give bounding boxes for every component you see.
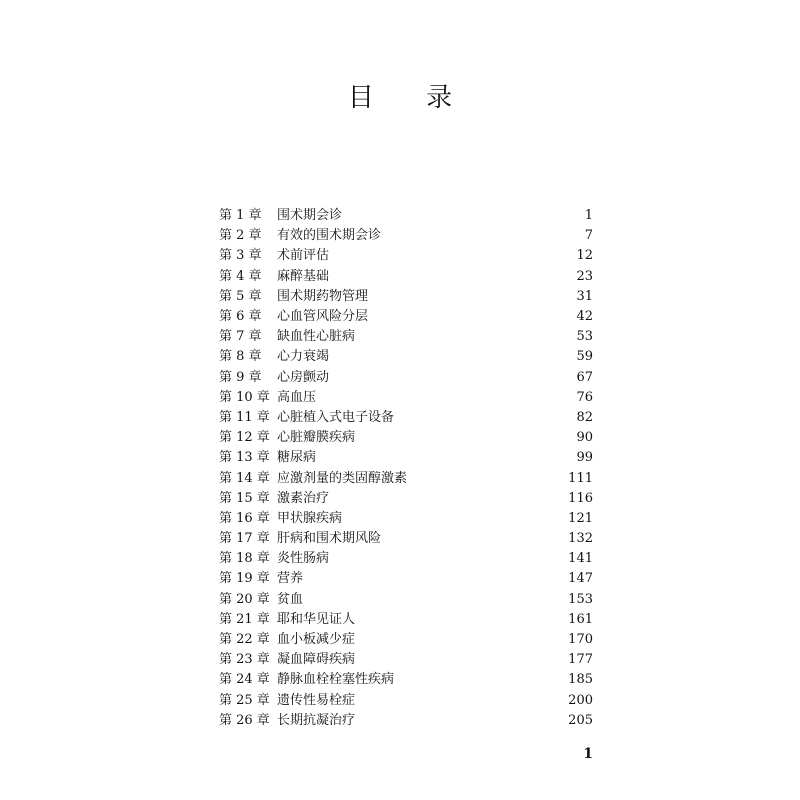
toc-entry[interactable]	[219, 267, 593, 287]
chapter-title: 耶和华见证人	[277, 611, 356, 627]
chapter-page-number: 67	[576, 369, 593, 385]
chapter-number: 第 11 章	[219, 409, 270, 425]
toc-entry[interactable]	[219, 509, 593, 529]
chapter-title: 遗传性易栓症	[277, 692, 356, 708]
chapter-title: 缺血性心脏病	[277, 329, 356, 345]
chapter-title: 高血压	[277, 389, 317, 405]
chapter-number: 第 1 章	[219, 208, 262, 224]
chapter-page-number: 82	[576, 409, 593, 425]
chapter-number: 第 8 章	[219, 349, 262, 365]
chapter-title: 心血管风险分层	[277, 309, 369, 325]
chapter-title: 术前评估	[277, 248, 330, 264]
chapter-page-number: 31	[576, 288, 593, 304]
toc-entry[interactable]	[219, 650, 593, 670]
chapter-title: 凝血障碍疾病	[277, 652, 356, 668]
chapter-page-number: 59	[576, 349, 593, 365]
toc-entry[interactable]	[219, 347, 593, 367]
chapter-page-number: 7	[584, 228, 593, 244]
chapter-title: 糖尿病	[277, 450, 317, 466]
page-title: 目 录	[347, 83, 475, 113]
chapter-number: 第 24 章	[219, 672, 270, 688]
toc-entry[interactable]	[219, 206, 593, 226]
chapter-page-number: 141	[568, 551, 593, 567]
toc-entry[interactable]	[219, 590, 593, 610]
chapter-page-number: 42	[576, 309, 593, 325]
chapter-number: 第 14 章	[219, 470, 270, 486]
chapter-title: 肝病和围术期风险	[277, 531, 382, 547]
chapter-page-number: 132	[568, 531, 593, 547]
chapter-title: 静脉血栓栓塞性疾病	[277, 672, 395, 688]
chapter-page-number: 200	[568, 692, 593, 708]
chapter-number: 第 23 章	[219, 652, 270, 668]
toc-entry[interactable]	[219, 610, 593, 630]
chapter-number: 第 7 章	[219, 329, 262, 345]
chapter-title: 围术期会诊	[277, 208, 343, 224]
chapter-page-number: 111	[568, 470, 593, 486]
page-number: 1	[583, 746, 593, 762]
chapter-page-number: 170	[568, 632, 593, 648]
chapter-title: 心力衰竭	[277, 349, 330, 365]
toc-entry[interactable]	[219, 428, 593, 448]
toc-entry[interactable]	[219, 569, 593, 589]
chapter-title: 血小板减少症	[277, 632, 356, 648]
chapter-title: 围术期药物管理	[277, 288, 369, 304]
chapter-title: 甲状腺疾病	[277, 510, 343, 526]
chapter-number: 第 3 章	[219, 248, 262, 264]
toc-entry[interactable]	[219, 246, 593, 266]
chapter-title: 炎性肠病	[277, 551, 330, 567]
chapter-page-number: 153	[568, 591, 593, 607]
chapter-number: 第 2 章	[219, 228, 262, 244]
chapter-number: 第 4 章	[219, 268, 262, 284]
chapter-title: 有效的围术期会诊	[277, 228, 382, 244]
toc-entry[interactable]	[219, 529, 593, 549]
chapter-title: 麻醉基础	[277, 268, 330, 284]
chapter-title: 贫血	[277, 591, 304, 607]
chapter-page-number: 53	[576, 329, 593, 345]
chapter-title: 心房颤动	[277, 369, 330, 385]
chapter-page-number: 116	[568, 490, 593, 506]
chapter-title: 心脏瓣膜疾病	[277, 430, 356, 446]
chapter-title: 应激剂量的类固醇激素	[277, 470, 408, 486]
toc-entry[interactable]	[219, 691, 593, 711]
chapter-page-number: 99	[576, 450, 593, 466]
chapter-title: 营养	[277, 571, 304, 587]
toc-entry[interactable]	[219, 307, 593, 327]
chapter-number: 第 13 章	[219, 450, 270, 466]
toc-entry[interactable]	[219, 388, 593, 408]
chapter-title: 心脏植入式电子设备	[277, 409, 395, 425]
chapter-number: 第 19 章	[219, 571, 270, 587]
chapter-number: 第 17 章	[219, 531, 270, 547]
chapter-number: 第 5 章	[219, 288, 262, 304]
chapter-page-number: 12	[576, 248, 593, 264]
toc-entry[interactable]	[219, 489, 593, 509]
chapter-page-number: 161	[568, 611, 593, 627]
toc-entry[interactable]	[219, 630, 593, 650]
chapter-page-number: 1	[584, 208, 593, 224]
chapter-number: 第 18 章	[219, 551, 270, 567]
chapter-page-number: 185	[568, 672, 593, 688]
chapter-page-number: 177	[568, 652, 593, 668]
chapter-title: 长期抗凝治疗	[277, 712, 356, 728]
chapter-page-number: 121	[568, 510, 593, 526]
chapter-title: 激素治疗	[277, 490, 330, 506]
chapter-page-number: 205	[568, 712, 593, 728]
table-of-contents	[219, 206, 593, 731]
toc-entry[interactable]	[219, 408, 593, 428]
toc-entry[interactable]	[219, 448, 593, 468]
chapter-number: 第 10 章	[219, 389, 270, 405]
chapter-number: 第 6 章	[219, 309, 262, 325]
chapter-number: 第 15 章	[219, 490, 270, 506]
chapter-number: 第 21 章	[219, 611, 270, 627]
chapter-page-number: 23	[576, 268, 593, 284]
toc-entry[interactable]	[219, 287, 593, 307]
toc-entry[interactable]	[219, 549, 593, 569]
chapter-number: 第 20 章	[219, 591, 270, 607]
chapter-page-number: 76	[576, 389, 593, 405]
toc-entry[interactable]	[219, 670, 593, 690]
chapter-number: 第 26 章	[219, 712, 270, 728]
chapter-number: 第 22 章	[219, 632, 270, 648]
chapter-number: 第 12 章	[219, 430, 270, 446]
chapter-page-number: 90	[576, 430, 593, 446]
toc-entry[interactable]	[219, 711, 593, 731]
toc-entry[interactable]	[219, 327, 593, 347]
chapter-page-number: 147	[568, 571, 593, 587]
toc-entry[interactable]	[219, 468, 593, 488]
chapter-number: 第 9 章	[219, 369, 262, 385]
toc-entry[interactable]	[219, 368, 593, 388]
chapter-number: 第 16 章	[219, 510, 270, 526]
toc-entry[interactable]	[219, 226, 593, 246]
chapter-number: 第 25 章	[219, 692, 270, 708]
